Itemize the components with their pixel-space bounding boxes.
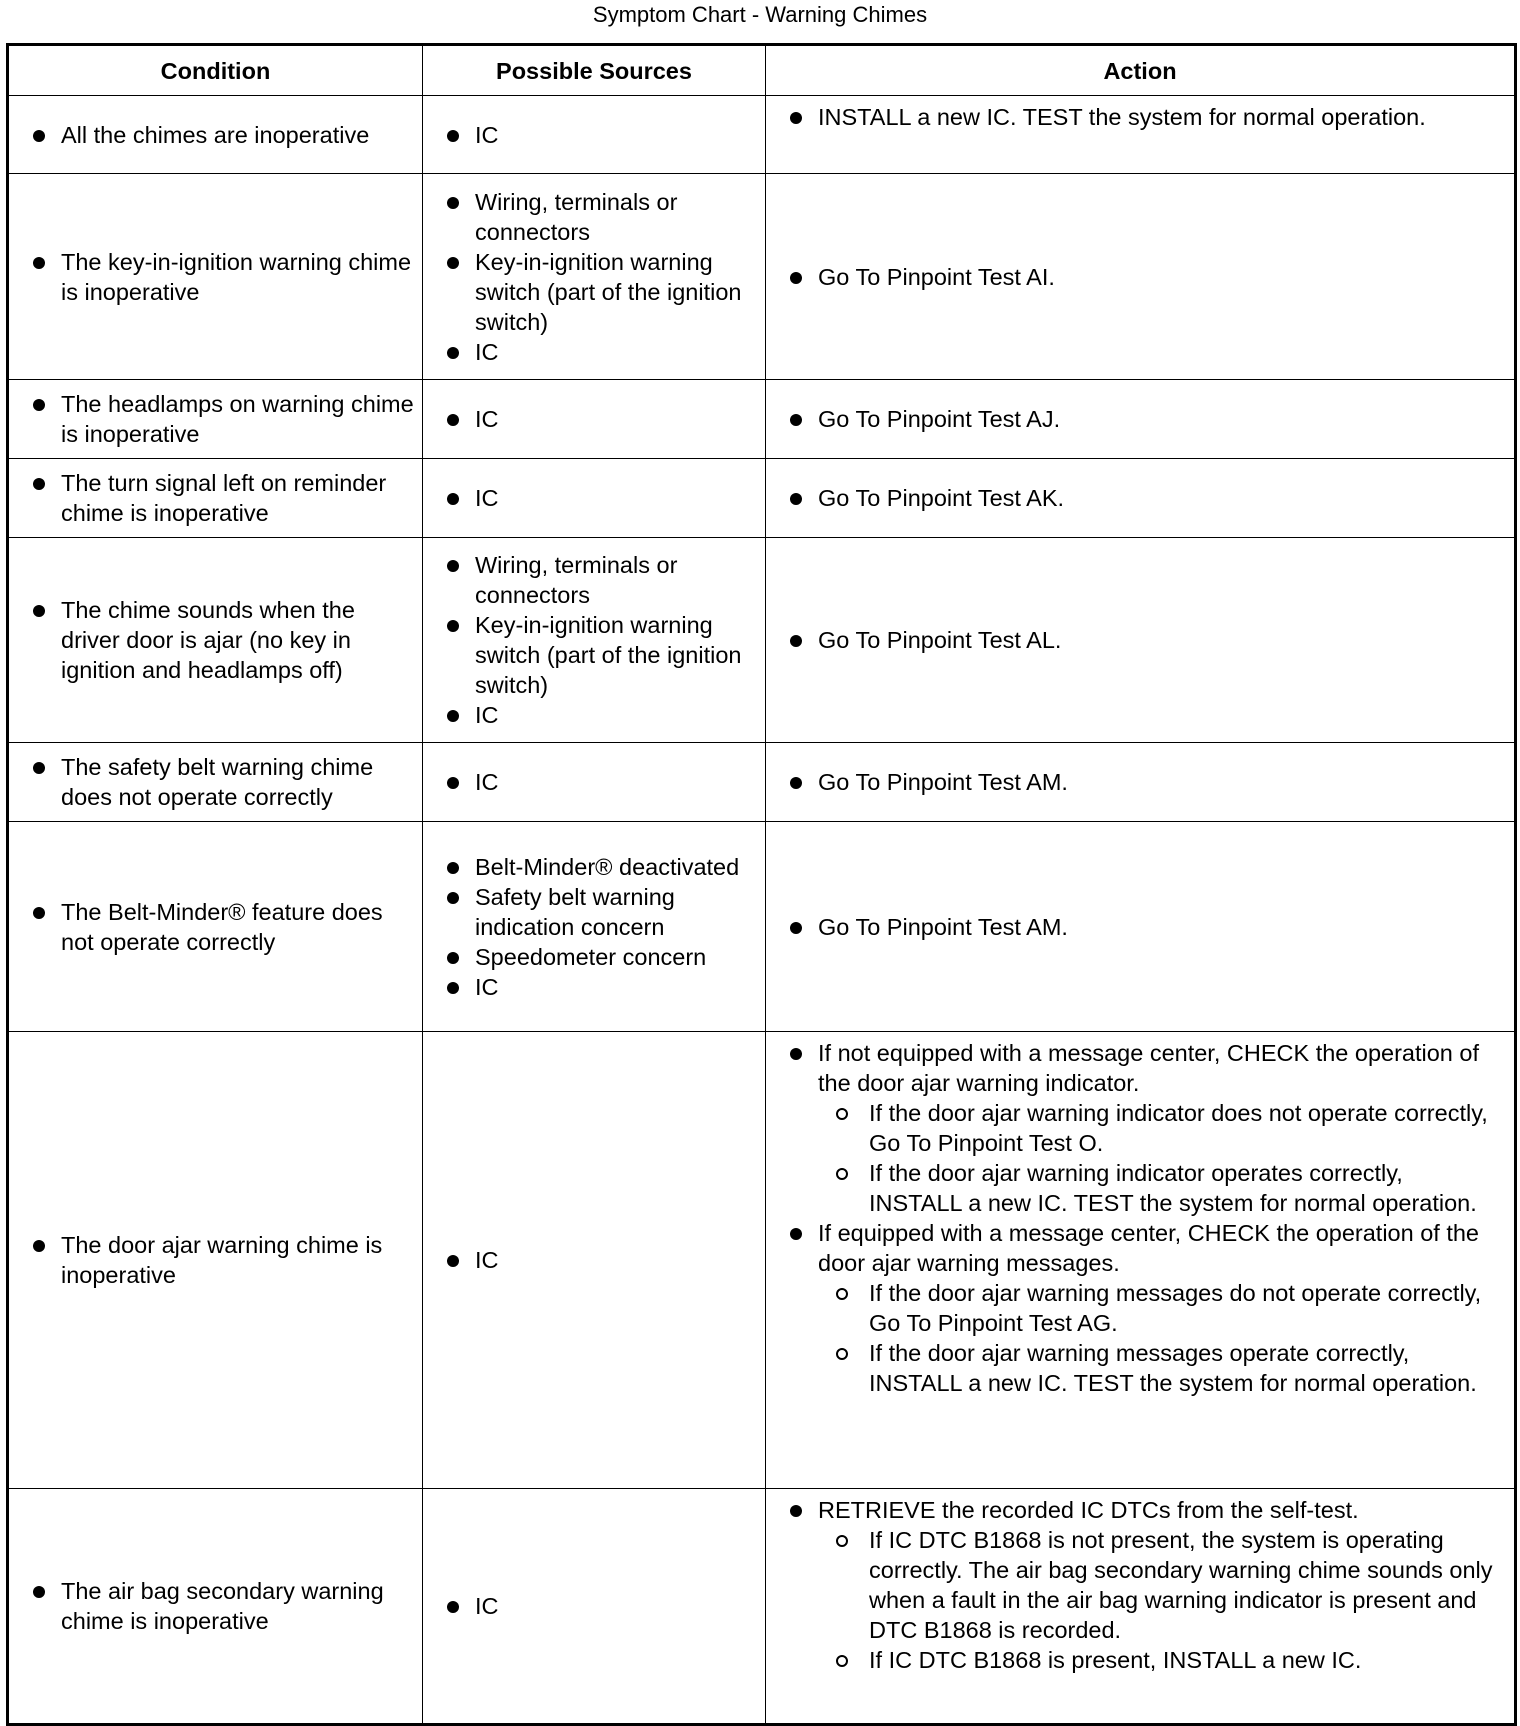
sources-cell	[423, 1489, 766, 1725]
action-sub-item: If the door ajar warning messages do not operate correctly, Go To Pinpoint Test AG.	[869, 1278, 1500, 1338]
source-item: IC	[443, 483, 757, 513]
sources-list	[443, 404, 757, 434]
table-row	[8, 743, 1516, 822]
sources-cell	[423, 96, 766, 174]
sources-cell	[423, 743, 766, 822]
table-row	[8, 538, 1516, 743]
sources-cell	[423, 822, 766, 1032]
action-cell	[766, 459, 1516, 538]
action-item	[786, 1038, 1500, 1218]
action-text: If equipped with a message center, CHECK the operation of the door ajar warning messages.	[818, 1220, 1480, 1276]
action-list	[786, 625, 1500, 655]
source-item: Belt-Minder® deactivated	[443, 852, 757, 882]
action-text: Go To Pinpoint Test AI.	[818, 263, 1055, 290]
action-text: RETRIEVE the recorded IC DTCs from the self-test.	[818, 1497, 1359, 1523]
condition-cell	[8, 822, 423, 1032]
table-row	[8, 822, 1516, 1032]
sources-cell	[423, 174, 766, 380]
condition-cell	[8, 1489, 423, 1725]
action-text: Go To Pinpoint Test AK.	[818, 485, 1065, 511]
condition-list	[29, 1230, 414, 1290]
action-item	[786, 102, 1500, 132]
action-list	[786, 1495, 1500, 1675]
source-item: IC	[443, 1591, 757, 1621]
sources-list	[443, 852, 757, 1002]
source-item: IC	[443, 337, 757, 367]
condition-list	[29, 752, 414, 812]
sources-list	[443, 187, 757, 367]
action-cell	[766, 743, 1516, 822]
condition-cell	[8, 380, 423, 459]
action-cell	[766, 380, 1516, 459]
action-cell	[766, 538, 1516, 743]
condition-text: The safety belt warning chime does not operate correctly	[29, 752, 414, 812]
sources-list	[443, 767, 757, 797]
sources-list	[443, 550, 757, 730]
header-condition: Condition	[8, 45, 423, 96]
action-item	[786, 483, 1500, 513]
action-sub-list	[818, 1278, 1500, 1398]
header-action: Action	[766, 45, 1516, 96]
condition-text: The chime sounds when the driver door is ajar (no key in ignition and headlamps off)	[29, 595, 414, 685]
action-list	[786, 262, 1500, 292]
condition-list	[29, 120, 414, 150]
action-item	[786, 767, 1500, 797]
action-cell	[766, 822, 1516, 1032]
action-item	[786, 262, 1500, 292]
action-sub-item: If IC DTC B1868 is present, INSTALL a new IC.	[869, 1645, 1500, 1675]
condition-text: The turn signal left on reminder chime is inoperative	[29, 468, 414, 528]
action-sub-item: If IC DTC B1868 is not present, the system is operating correctly. The air bag secondary warning chime sounds only when a fault in the air bag warning indicator is present and DTC B1868 is recorded.	[869, 1525, 1500, 1645]
source-item: Key-in-ignition warning switch (part of the ignition switch)	[443, 610, 757, 700]
action-sub-list	[818, 1098, 1500, 1218]
condition-list	[29, 897, 414, 957]
action-cell	[766, 1489, 1516, 1725]
table-row	[8, 96, 1516, 174]
action-cell	[766, 96, 1516, 174]
action-list	[786, 404, 1500, 434]
condition-text: All the chimes are inoperative	[29, 120, 414, 150]
action-item	[786, 625, 1500, 655]
action-text: If not equipped with a message center, CHECK the operation of the door ajar warning indicator.	[818, 1040, 1480, 1096]
action-sub-item: If the door ajar warning indicator does not operate correctly, Go To Pinpoint Test O.	[869, 1098, 1500, 1158]
condition-cell	[8, 174, 423, 380]
condition-list	[29, 247, 414, 307]
condition-list	[29, 468, 414, 528]
table-row	[8, 174, 1516, 380]
source-item: IC	[443, 767, 757, 797]
source-item: IC	[443, 404, 757, 434]
action-item	[786, 404, 1500, 434]
table-row	[8, 1032, 1516, 1489]
source-item: Wiring, terminals or connectors	[443, 187, 757, 247]
source-item: IC	[443, 1245, 757, 1275]
action-list	[786, 767, 1500, 797]
condition-text: The door ajar warning chime is inoperative	[29, 1230, 414, 1290]
action-text: Go To Pinpoint Test AL.	[818, 627, 1062, 653]
condition-cell	[8, 96, 423, 174]
sources-cell	[423, 538, 766, 743]
condition-cell	[8, 459, 423, 538]
source-item: Wiring, terminals or connectors	[443, 550, 757, 610]
action-item	[786, 1218, 1500, 1398]
symptom-table	[6, 43, 1517, 1726]
action-sub-item: If the door ajar warning indicator operates correctly, INSTALL a new IC. TEST the system for normal operation.	[869, 1158, 1500, 1218]
sources-list	[443, 120, 757, 150]
condition-cell	[8, 743, 423, 822]
source-item: Key-in-ignition warning switch (part of the ignition switch)	[443, 247, 757, 337]
condition-list	[29, 595, 414, 685]
action-cell	[766, 1032, 1516, 1489]
condition-text: The air bag secondary warning chime is inoperative	[29, 1576, 414, 1636]
action-sub-item: If the door ajar warning messages operate correctly, INSTALL a new IC. TEST the system for normal operation.	[869, 1338, 1500, 1398]
action-text: Go To Pinpoint Test AM.	[818, 913, 1068, 940]
header-row	[8, 45, 1516, 96]
header-possible-sources: Possible Sources	[423, 45, 766, 96]
source-item: IC	[443, 700, 757, 730]
sources-list	[443, 1591, 757, 1621]
action-text: INSTALL a new IC. TEST the system for normal operation.	[818, 104, 1426, 130]
table-row	[8, 459, 1516, 538]
action-cell	[766, 174, 1516, 380]
condition-text: The key-in-ignition warning chime is inoperative	[29, 247, 414, 307]
condition-cell	[8, 538, 423, 743]
action-list	[786, 912, 1500, 942]
sources-list	[443, 1245, 757, 1275]
source-item: IC	[443, 972, 757, 1002]
sources-cell	[423, 1032, 766, 1489]
table-row	[8, 380, 1516, 459]
source-item: Safety belt warning indication concern	[443, 882, 757, 942]
sources-cell	[423, 380, 766, 459]
condition-cell	[8, 1032, 423, 1489]
condition-list	[29, 389, 414, 449]
action-list	[786, 1038, 1500, 1398]
action-text: Go To Pinpoint Test AM.	[818, 769, 1068, 795]
action-text: Go To Pinpoint Test AJ.	[818, 406, 1061, 432]
table-row	[8, 1489, 1516, 1725]
condition-list	[29, 1576, 414, 1636]
sources-cell	[423, 459, 766, 538]
action-list	[786, 483, 1500, 513]
source-item: Speedometer concern	[443, 942, 757, 972]
condition-text: The Belt-Minder® feature does not operate correctly	[29, 897, 414, 957]
action-item	[786, 1495, 1500, 1675]
sources-list	[443, 483, 757, 513]
source-item: IC	[443, 120, 757, 150]
condition-text: The headlamps on warning chime is inoperative	[29, 389, 414, 449]
action-list	[786, 102, 1500, 132]
chart-title: Symptom Chart - Warning Chimes	[592, 2, 928, 27]
action-sub-list	[818, 1525, 1500, 1675]
action-item	[786, 912, 1500, 942]
